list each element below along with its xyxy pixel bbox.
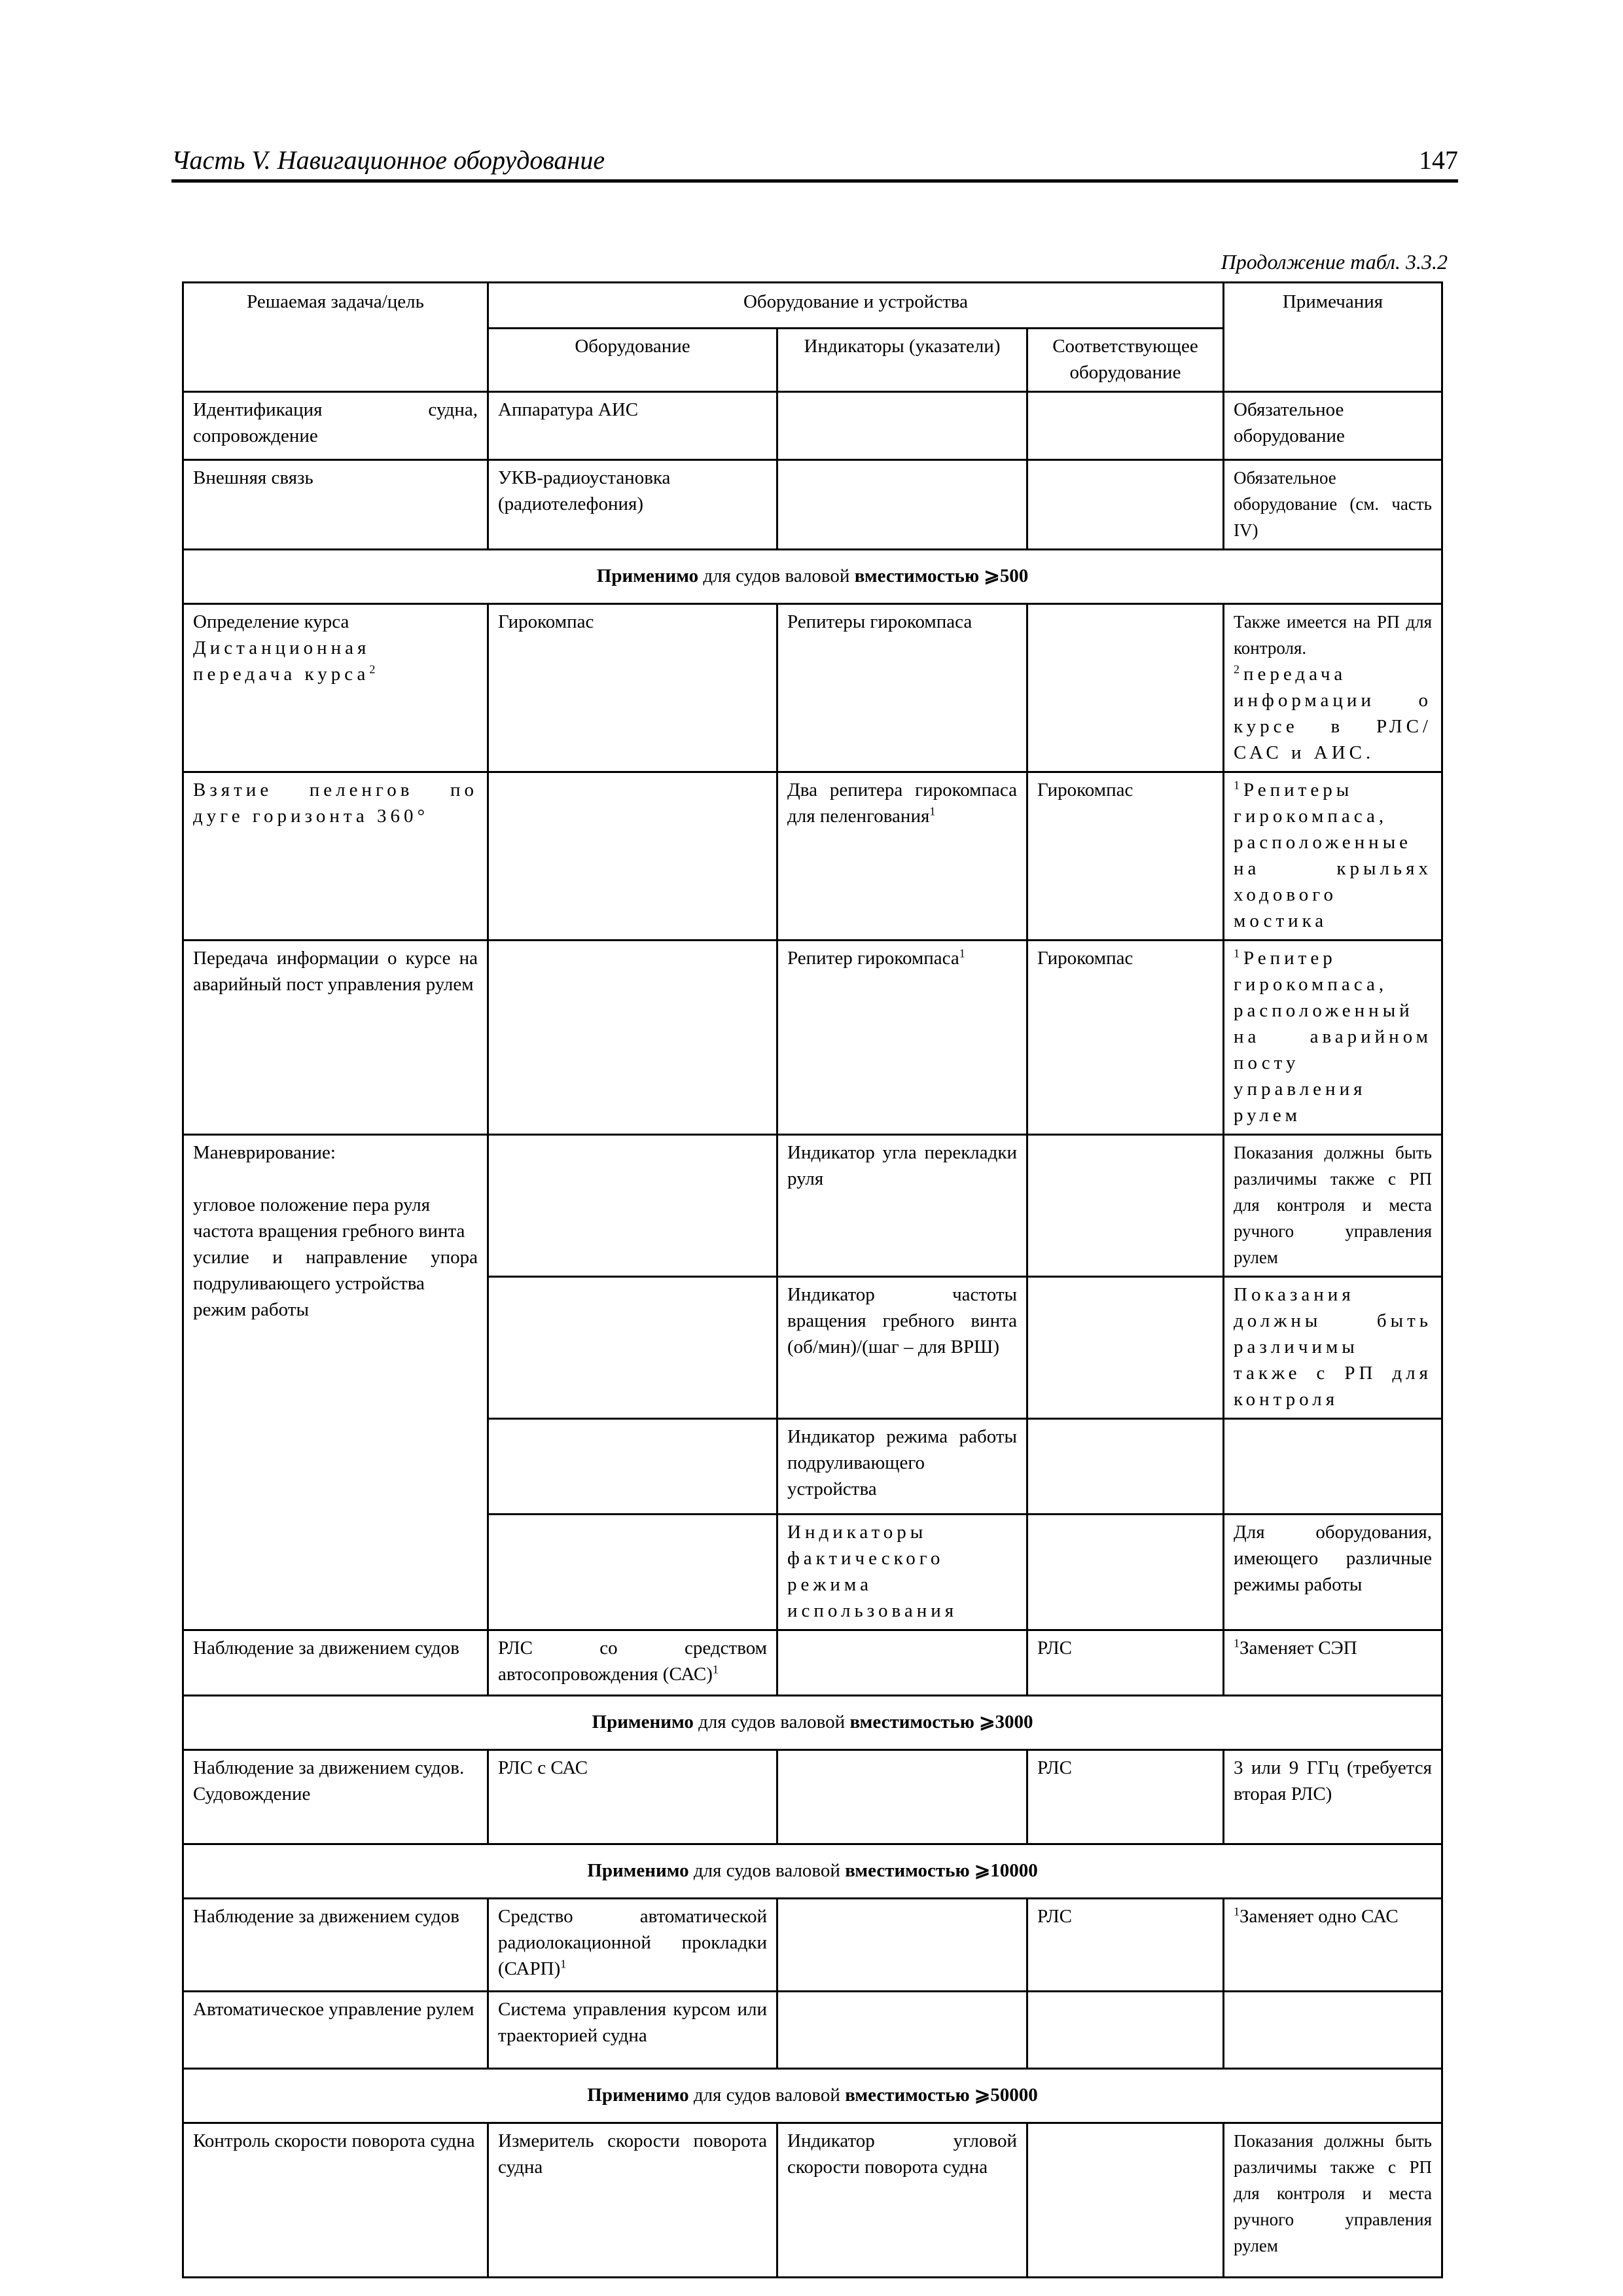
- cell-indicators: Индикатор угла перекладки руля: [777, 1135, 1027, 1277]
- table-row: [183, 460, 1442, 550]
- cell-equipment: [488, 941, 777, 1135]
- cell-equipment: [488, 772, 777, 941]
- cell-task: Взятие пеленгов по дуге горизонта 360°: [183, 772, 488, 941]
- cell-task: Внешняя связь: [183, 460, 488, 550]
- cell-notes: Обязательное оборудование (см. часть IV): [1224, 460, 1442, 550]
- cell-indicators: [777, 1630, 1027, 1696]
- running-title: Часть V. Навигационное оборудование: [171, 145, 605, 175]
- table-row: [183, 1750, 1442, 1844]
- cell-notes: Также имеется на РП для контроля. $^2$передача информации о курсе в РЛС/САС и АИС.: [1224, 604, 1442, 772]
- cell-equipment: РЛС со средством автосопровождения (САС)$^1$: [488, 1630, 777, 1696]
- cell-related: [1027, 1419, 1224, 1515]
- cell-related: РЛС: [1027, 1750, 1224, 1844]
- cell-notes: [1224, 1419, 1442, 1515]
- page-number: 147: [1419, 145, 1458, 175]
- cell-notes: $^1$Заменяет одно САС: [1224, 1899, 1442, 1992]
- cell-equipment: Аппаратура АИС: [488, 392, 777, 460]
- cell-indicators: Индикатор угловой скорости поворота судна: [777, 2123, 1027, 2278]
- table-row: [183, 2123, 1442, 2278]
- page-header: [171, 145, 1458, 183]
- cell-task: Наблюдение за движением судов: [183, 1899, 488, 1992]
- cell-related: [1027, 1135, 1224, 1277]
- section-10000: Применимо для судов валовой вместимостью ⩾10000: [183, 1844, 1442, 1899]
- cell-task: Передача информации о курсе на аварийный пост управления рулем: [183, 941, 488, 1135]
- cell-equipment: РЛС с САС: [488, 1750, 777, 1844]
- cell-related: РЛС: [1027, 1630, 1224, 1696]
- cell-related: [1027, 392, 1224, 460]
- section-50000: Применимо для судов валовой вместимостью ⩾50000: [183, 2069, 1442, 2123]
- cell-indicators: Репитеры гирокомпаса: [777, 604, 1027, 772]
- section-500: Применимо для судов валовой вместимостью ⩾500: [183, 550, 1442, 604]
- header-related: Соответствующее оборудование: [1027, 329, 1224, 392]
- cell-notes: Показания должны быть различимы также с РП для контроля и места ручного управления рулем: [1224, 1135, 1442, 1277]
- table-header-row: [183, 283, 1442, 329]
- cell-indicators: [777, 392, 1027, 460]
- header-task: Решаемая задача/цель: [183, 283, 488, 392]
- cell-equipment: Система управления курсом или траекторией судна: [488, 1992, 777, 2069]
- cell-notes: Показания должны быть различимы также с РП для контроля: [1224, 1277, 1442, 1419]
- table-row: [183, 941, 1442, 1135]
- cell-indicators: [777, 1899, 1027, 1992]
- table-row: [183, 1135, 1442, 1277]
- table-row: [183, 772, 1442, 941]
- cell-task: Наблюдение за движением судов: [183, 1630, 488, 1696]
- cell-equipment: Средство автоматической радиолокационной прокладки (САРП)$^1$: [488, 1899, 777, 1992]
- header-equipment: Оборудование: [488, 329, 777, 392]
- cell-related: [1027, 1992, 1224, 2069]
- section-row: [183, 1844, 1442, 1899]
- table-continuation-label: Продолжение табл. 3.3.2: [1221, 250, 1448, 274]
- cell-indicators: Репитер гирокомпаса$^1$: [777, 941, 1027, 1135]
- cell-indicators: [777, 1750, 1027, 1844]
- table-row: [183, 392, 1442, 460]
- cell-indicators: Индикаторы фактического режима использования: [777, 1515, 1027, 1630]
- cell-indicators: [777, 1992, 1027, 2069]
- cell-related: [1027, 1515, 1224, 1630]
- section-row: [183, 550, 1442, 604]
- cell-indicators: [777, 460, 1027, 550]
- cell-equipment: [488, 1419, 777, 1515]
- cell-notes: Для оборудования, имеющего различные режимы работы: [1224, 1515, 1442, 1630]
- cell-indicators: Индикатор режима работы подруливающего устройства: [777, 1419, 1027, 1515]
- table-row: [183, 1899, 1442, 1992]
- cell-related: РЛС: [1027, 1899, 1224, 1992]
- header-notes: Примечания: [1224, 283, 1442, 392]
- cell-task: Контроль скорости поворота судна: [183, 2123, 488, 2278]
- header-equipment-group: Оборудование и устройства: [488, 283, 1224, 329]
- section-row: [183, 2069, 1442, 2123]
- cell-equipment: Измеритель скорости поворота судна: [488, 2123, 777, 2278]
- cell-task: Наблюдение за движением судов. Судовождение: [183, 1750, 488, 1844]
- cell-related: [1027, 604, 1224, 772]
- cell-task: Определение курса Дистанционная передача курса$^2$: [183, 604, 488, 772]
- equipment-table: [182, 281, 1443, 2278]
- cell-notes: Показания должны быть различимы также с РП для контроля и места ручного управления рулем: [1224, 2123, 1442, 2278]
- cell-related: [1027, 1277, 1224, 1419]
- cell-indicators: Индикатор частоты вращения гребного винта (об/мин)/(шаг – для ВРШ): [777, 1277, 1027, 1419]
- table-row: [183, 1630, 1442, 1696]
- cell-notes: $^1$Репитеры гирокомпаса, расположенные на крыльях ходового мостика: [1224, 772, 1442, 941]
- cell-notes: $^1$Репитер гирокомпаса, расположенный на аварийном посту управления рулем: [1224, 941, 1442, 1135]
- cell-notes: 3 или 9 ГГц (требуется вторая РЛС): [1224, 1750, 1442, 1844]
- cell-equipment: [488, 1515, 777, 1630]
- cell-task: Маневрирование: угловое положение пера руля частота вращения гребного винта усилие и направление упора подруливающего устройства режим работы: [183, 1135, 488, 1630]
- cell-equipment: Гирокомпас: [488, 604, 777, 772]
- cell-notes: Обязательное оборудование: [1224, 392, 1442, 460]
- cell-equipment: УКВ-радиоустановка (радиотелефония): [488, 460, 777, 550]
- cell-task: Автоматическое управление рулем: [183, 1992, 488, 2069]
- cell-related: Гирокомпас: [1027, 772, 1224, 941]
- cell-task: Идентификация судна, сопровождение: [183, 392, 488, 460]
- section-row: [183, 1696, 1442, 1750]
- cell-related: Гирокомпас: [1027, 941, 1224, 1135]
- table-row: [183, 604, 1442, 772]
- cell-indicators: Два репитера гирокомпаса для пеленгования$^1$: [777, 772, 1027, 941]
- cell-notes: $^1$Заменяет СЭП: [1224, 1630, 1442, 1696]
- cell-notes: [1224, 1992, 1442, 2069]
- cell-equipment: [488, 1277, 777, 1419]
- section-3000: Применимо для судов валовой вместимостью ⩾3000: [183, 1696, 1442, 1750]
- table-row: [183, 1992, 1442, 2069]
- cell-equipment: [488, 1135, 777, 1277]
- cell-related: [1027, 460, 1224, 550]
- header-indicators: Индикаторы (указатели): [777, 329, 1027, 392]
- cell-related: [1027, 2123, 1224, 2278]
